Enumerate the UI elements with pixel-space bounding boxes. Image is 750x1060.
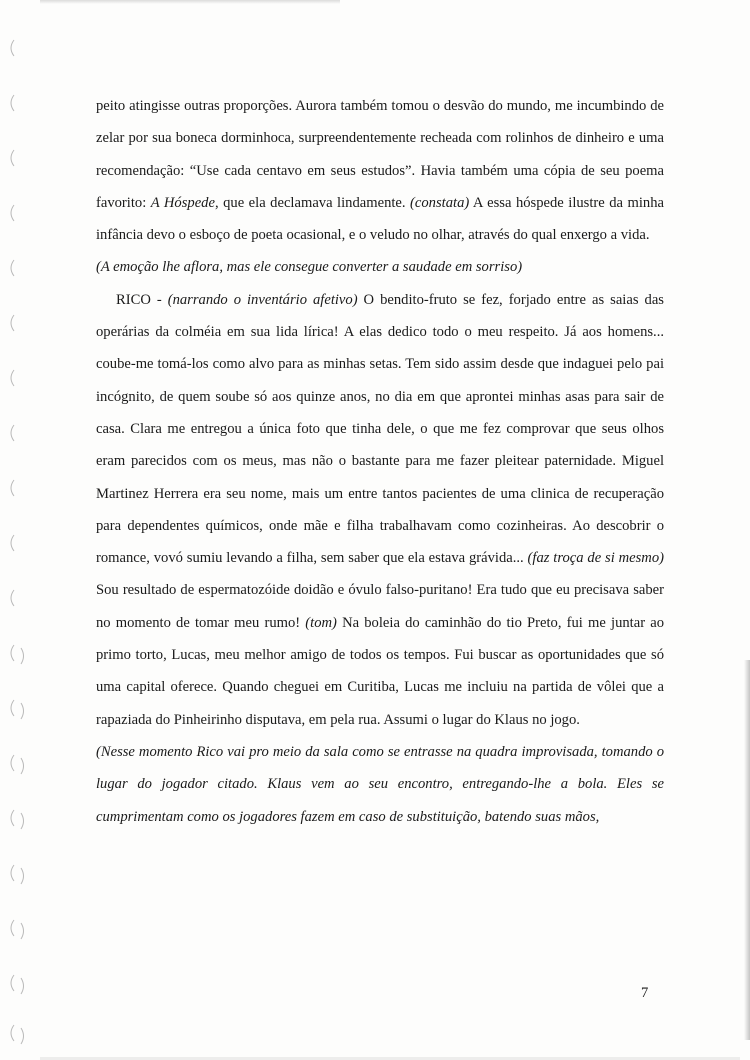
paragraph-p3 [96, 284, 664, 736]
text-segment: Na boleia do caminhão do tio Preto, fui me juntar ao primo torto, Lucas, meu melhor amigo de todos os tempos. Fui buscar as oportunidades que só uma capital oferece. Quando cheguei em Curitiba, Lucas me incluiu na partida de vôlei que a rapaziada do Pinheirinho disputava, em pela rua. Assumi o lugar do Klaus no jogo. [96, 614, 664, 728]
text-segment: , que ela declamava lindamente. [214, 194, 411, 211]
text-segment: RICO - [116, 291, 168, 308]
paragraph-p1 [96, 90, 664, 251]
paragraph-p2 [96, 251, 664, 283]
italic-segment: (A emoção lhe aflora, mas ele consegue converter a saudade em sorriso) [96, 259, 523, 276]
text-segment: O bendito-fruto se fez, forjado entre as saias das operárias da colméia em sua lida lírica! A elas dedico todo o meu respeito. Já aos homens... coube-me tomá-los como alvo para as minhas setas. Tem sido assim desde que indaguei pelo pai incógnito, de quem soube só aos quinze anos, no dia em que aprontei minhas asas para sair de casa. Clara me entregou a única foto que tinha dele, o que me fez comprovar que seus olhos eram parecidos com os meus, mas não o bastante para me fazer pleitear paternidade. Miguel Martinez Herrera era seu nome, mais um entre tantos pacientes de uma clinica de recuperação para dependentes químicos, onde mãe e filha trabalhavam como cozinheiras. Ao descobrir o romance, vovó sumiu levando a filha, sem saber que ela estava grávida... [96, 291, 664, 567]
italic-segment: (faz troça de si mesmo) [527, 550, 664, 567]
italic-segment: (constata) [410, 194, 470, 211]
italic-segment: (narrando o inventário afetivo) [167, 291, 358, 308]
text-segment: Sou resultado de espermatozóide doidão e óvulo falso-puritano! Era tudo que eu precisava saber no momento de tomar meu rumo! [96, 582, 664, 631]
italic-segment: (Nesse momento Rico vai pro meio da sala como se entrasse na quadra improvisada, tomando o lugar do jogador citado. Klaus vem ao seu encontro, entregando-lhe a bola. Eles se cumprimentam como os jogadores fazem em caso de substituição, batendo suas mãos, [96, 743, 664, 825]
document-body [96, 90, 664, 833]
italic-segment: A Hóspede [150, 194, 215, 211]
page-number: 7 [641, 985, 649, 1001]
text-segment: A essa hóspede ilustre da minha infância devo o esboço de poeta ocasional, e o veludo no olhar, através do qual enxergo a vida. [96, 194, 664, 244]
italic-segment: (tom) [305, 614, 337, 631]
scan-top-edge [40, 0, 340, 4]
binding-holes-decoration [2, 0, 32, 1060]
text-segment: peito atingisse outras proporções. Aurora também tomou o desvão do mundo, me incumbindo de zelar por sua boneca dorminhoca, surpreendentemente recheada com rolinhos de dinheiro e uma recomendação: “Use cada centavo em seus estudos”. Havia também uma cópia de seu poema favorito: [96, 98, 664, 211]
scan-right-edge-shadow [744, 660, 750, 1040]
paragraph-p4 [96, 736, 664, 833]
